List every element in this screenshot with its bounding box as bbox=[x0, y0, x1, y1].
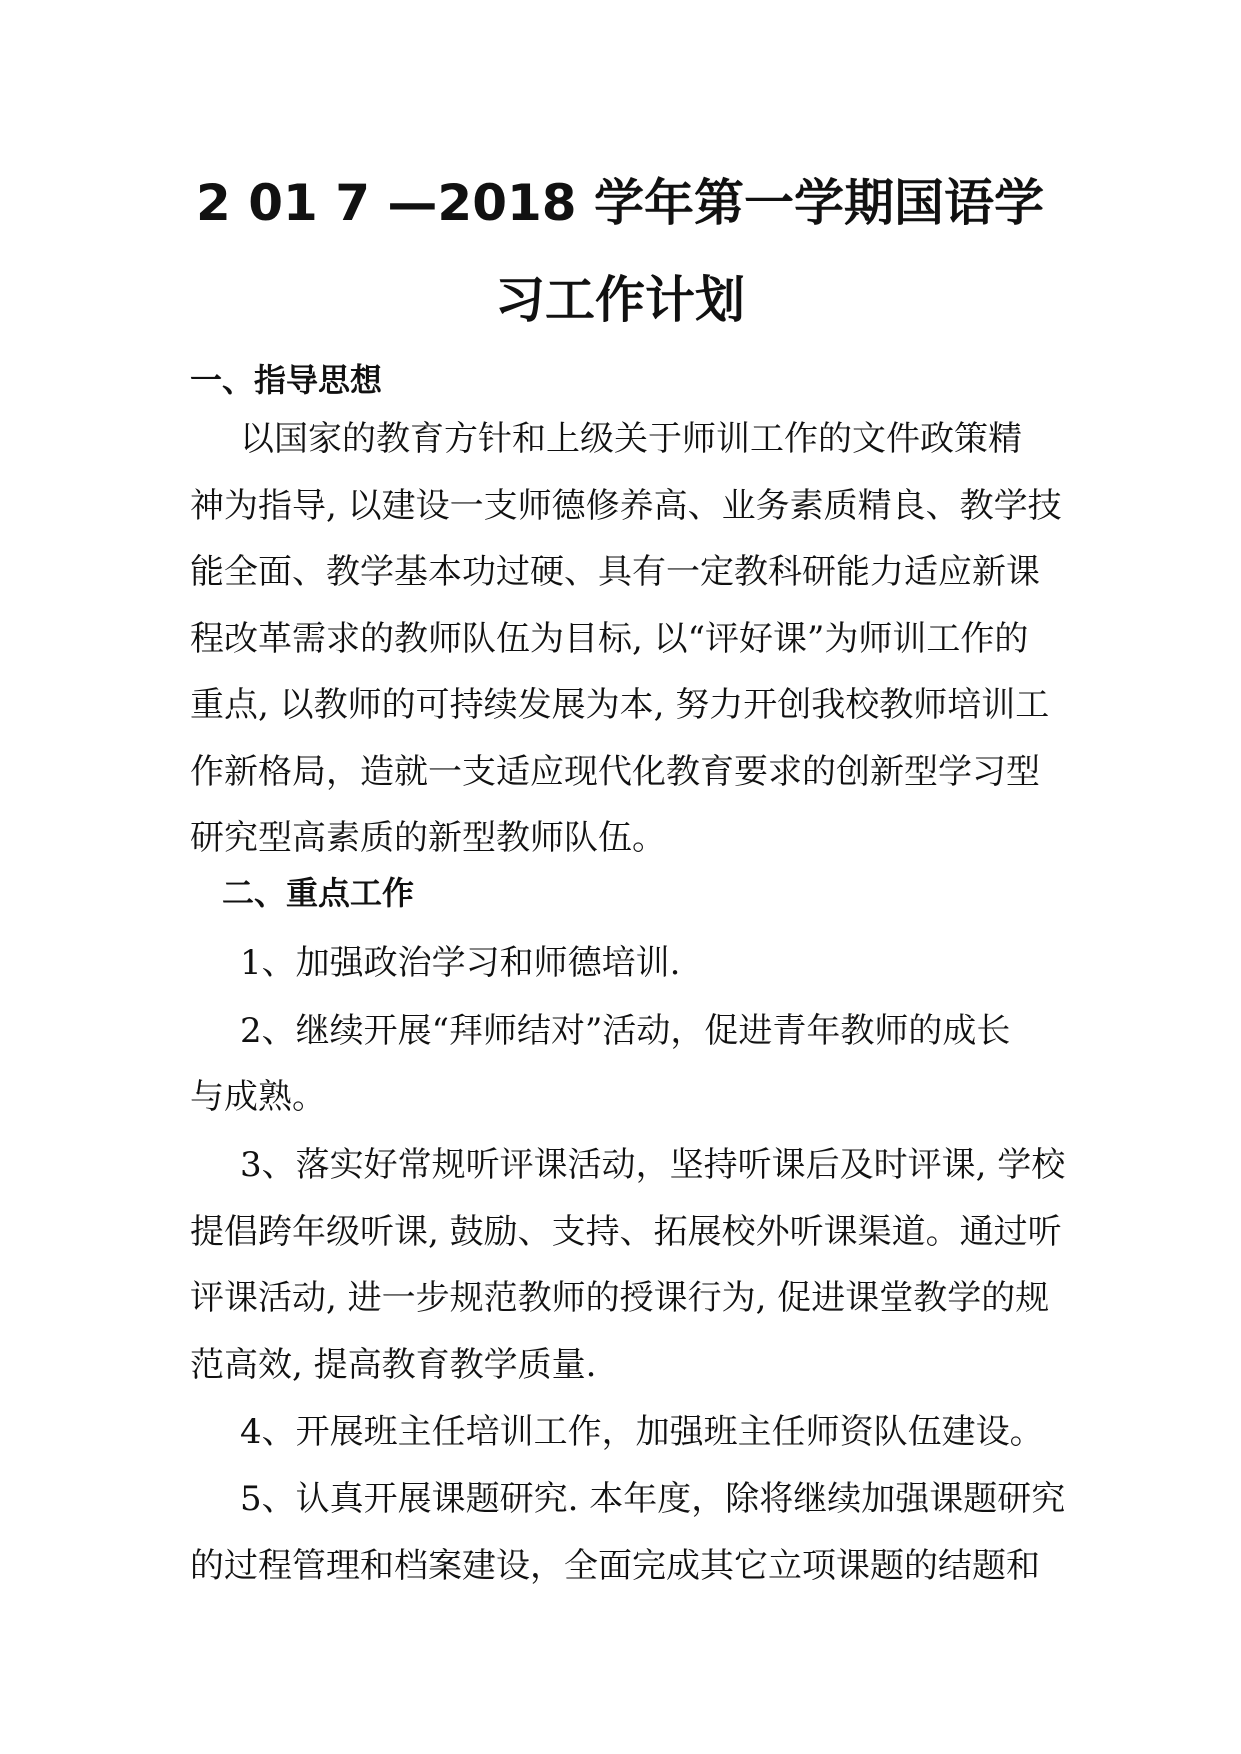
paragraph-line: 作新格局，造就一支适应现代化教育要求的创新型学习型 bbox=[190, 752, 1040, 792]
paragraph-line: 以国家的教育方针和上级关于师训工作的文件政策精 bbox=[240, 419, 1022, 459]
list-item-continuation: 与成熟。 bbox=[190, 1077, 326, 1117]
paragraph-line: 研究型高素质的新型教师队伍。 bbox=[190, 818, 666, 858]
list-item: 2、继续开展“拜师结对”活动，促进青年教师的成长 bbox=[240, 1011, 1011, 1051]
list-item: 4、开展班主任培训工作，加强班主任师资队伍建设。 bbox=[240, 1412, 1044, 1452]
section-heading-guiding-ideology: 一、指导思想 bbox=[190, 361, 383, 399]
document-title-line-1: 2 01 7 —2018 学年第一学期国语学 bbox=[196, 174, 1044, 232]
document-title-line-2: 习工作计划 bbox=[495, 271, 745, 329]
list-item: 5、认真开展课题研究. 本年度，除将继续加强课题研究 bbox=[240, 1479, 1066, 1519]
paragraph-line: 神为指导, 以建设一支师德修养高、业务素质精良、教学技 bbox=[190, 486, 1062, 526]
list-item: 1、加强政治学习和师德培训. bbox=[240, 943, 681, 983]
paragraph-line: 程改革需求的教师队伍为目标, 以“评好课”为师训工作的 bbox=[190, 619, 1029, 659]
section-heading-key-work: 二、重点工作 bbox=[222, 874, 415, 912]
list-item-continuation: 评课活动, 进一步规范教师的授课行为, 促进课堂教学的规 bbox=[190, 1278, 1050, 1318]
list-item: 3、落实好常规听评课活动，坚持听课后及时评课, 学校 bbox=[240, 1145, 1066, 1185]
paragraph-line: 重点, 以教师的可持续发展为本, 努力开创我校教师培训工 bbox=[190, 685, 1050, 725]
list-item-continuation: 提倡跨年级听课, 鼓励、支持、拓展校外听课渠道。通过听 bbox=[190, 1212, 1062, 1252]
list-item-continuation: 范高效, 提高教育教学质量. bbox=[190, 1345, 597, 1385]
paragraph-line: 能全面、教学基本功过硬、具有一定教科研能力适应新课 bbox=[190, 552, 1040, 592]
list-item-continuation: 的过程管理和档案建设，全面完成其它立项课题的结题和 bbox=[190, 1546, 1040, 1586]
